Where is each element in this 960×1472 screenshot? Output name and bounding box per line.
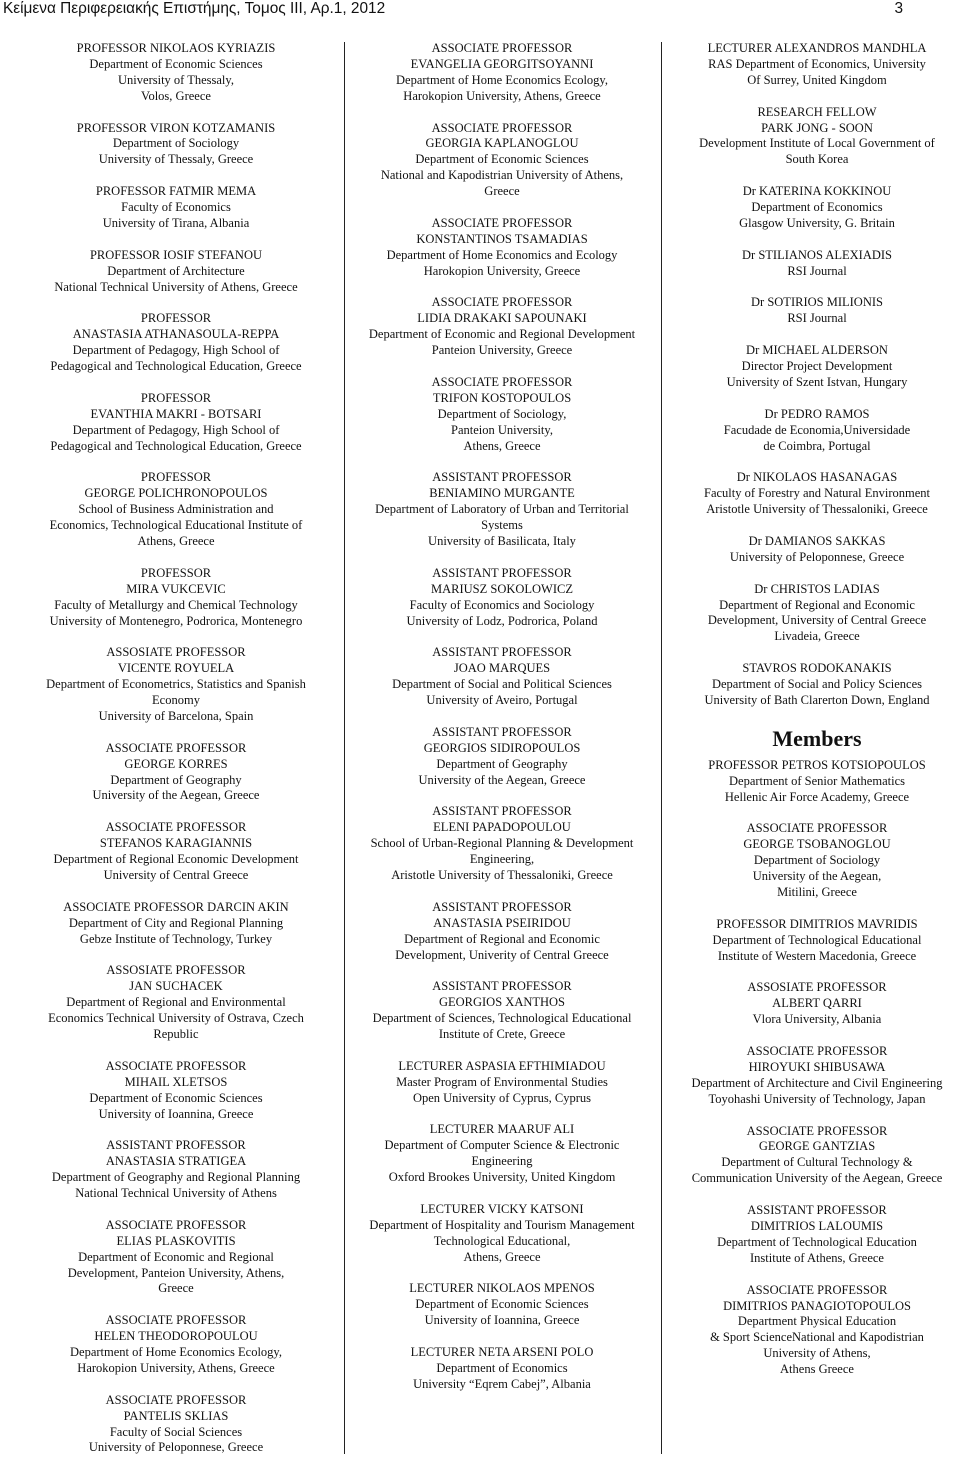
board-member-entry — [672, 295, 960, 327]
board-member-entry — [352, 804, 652, 884]
member-title-line: ASSOCIATE PROFESSOR — [105, 1392, 247, 1407]
member-detail-line: University of Thessaly, — [118, 72, 234, 87]
member-title-line: LECTURER ASPASIA EFTHIMIADOU — [398, 1058, 606, 1073]
member-detail-line: National Technical University of Athens, Greece — [54, 279, 298, 294]
member-detail-line: Department of Economic Sciences — [415, 1297, 589, 1312]
member-detail-line: ELIAS PLASKOVITIS — [116, 1233, 236, 1248]
member-title-line: PROFESSOR — [140, 470, 212, 485]
member-detail-line: MARIUSZ SOKOLOWICZ — [430, 581, 573, 596]
member-detail-line: University of Ioannina, Greece — [424, 1313, 580, 1328]
member-detail-line: Oxford Brookes University, United Kingdom — [388, 1170, 616, 1185]
member-detail-line: Toyohashi University of Technology, Japan — [708, 1091, 926, 1106]
member-detail-line: STEFANOS KARAGIANNIS — [99, 836, 253, 851]
member-detail-line: HELEN THEODOROPOULOU — [94, 1329, 258, 1344]
member-detail-line: DIMITRIOS LALOUMIS — [750, 1218, 884, 1233]
member-detail-line: PARK JONG - SOON — [761, 120, 873, 135]
board-member-entry — [352, 979, 652, 1043]
board-member-entry — [352, 1345, 652, 1393]
member-detail-line: Department of Economic and Regional — [78, 1249, 274, 1264]
member-title-line: ASSISTANT PROFESSOR — [432, 899, 572, 914]
member-detail-line: Engineering — [471, 1154, 533, 1169]
member-detail-line: Department of Economic Sciences — [89, 56, 263, 71]
member-title-line: ASSISTANT PROFESSOR — [432, 724, 572, 739]
board-member-entry — [672, 1203, 960, 1267]
member-detail-line: Department of Architecture and Civil Engineering — [691, 1075, 943, 1090]
member-detail-line: Glasgow University, G. Britain — [739, 215, 895, 230]
member-detail-line: Department of Regional Economic Development — [53, 852, 299, 867]
member-detail-line: Faculty of Social Sciences — [109, 1424, 243, 1439]
member-detail-line: RSI Journal — [787, 311, 847, 326]
member-detail-line: Pedagogical and Technological Education, Greece — [50, 438, 302, 453]
member-title-line: Dr DAMIANOS SAKKAS — [748, 533, 886, 548]
member-detail-line: School of Business Administration and — [78, 502, 274, 517]
member-detail-line: Mitilini, Greece — [777, 885, 857, 900]
member-detail-line: LIDIA DRAKAKI SAPOUNAKI — [417, 311, 587, 326]
member-detail-line: University of Athens, — [763, 1346, 871, 1361]
member-detail-line: University “Eqrem Cabej”, Albania — [413, 1376, 591, 1391]
member-detail-line: GEORGE KORRES — [124, 756, 228, 771]
member-title-line: ASSOSIATE PROFESSOR — [106, 963, 246, 978]
member-detail-line: JAN SUCHACEK — [129, 979, 223, 994]
board-member-entry — [352, 900, 652, 964]
member-detail-line: Open University of Cyprus, Cyprus — [412, 1090, 592, 1105]
board-member-entry — [672, 821, 960, 901]
member-detail-line: Department of Pedagogy, High School of — [72, 343, 280, 358]
member-title-line: ASSISTANT PROFESSOR — [432, 470, 572, 485]
member-detail-line: Master Program of Environmental Studies — [396, 1074, 608, 1089]
member-detail-line: Republic — [153, 1027, 199, 1041]
member-title-line: ASSISTANT PROFESSOR — [432, 645, 572, 660]
member-detail-line: Institute of Crete, Greece — [438, 1027, 566, 1042]
member-detail-line: GEORGE TSOBANOGLOU — [743, 837, 891, 852]
column-3 — [672, 41, 960, 1394]
member-title-line: ASSOSIATE PROFESSOR — [106, 645, 246, 660]
member-detail-line: Economics Technical University of Ostrava, Czech — [48, 1011, 304, 1026]
member-detail-line: University of Central Greece — [103, 867, 249, 882]
member-detail-line: ANASTASIA ATHANASOULA-REPPA — [72, 327, 280, 342]
member-detail-line: Department of Sociology — [753, 853, 881, 868]
member-title-line: PROFESSOR IOSIF STEFANOU — [89, 247, 263, 262]
member-detail-line: Of Surrey, United Kingdom — [747, 72, 887, 87]
member-detail-line: RSI Journal — [787, 263, 847, 278]
members-list — [672, 758, 960, 1378]
member-detail-line: Department of Regional and Economic — [719, 597, 915, 612]
board-member-entry — [672, 980, 960, 1028]
column-divider-left — [344, 42, 345, 1454]
member-detail-line: Department of Economic Sciences — [415, 152, 589, 167]
member-title-line: PROFESSOR PETROS KOTSIOPOULOS — [708, 757, 926, 772]
column-1 — [18, 41, 334, 1472]
member-title-line: ASSOCIATE PROFESSOR — [746, 1123, 888, 1138]
member-detail-line: Department of Technological Educational — [712, 932, 922, 947]
board-member-entry — [352, 566, 652, 630]
column-divider-right — [661, 42, 662, 1454]
member-detail-line: Economics, Technological Educational Institute of — [49, 518, 303, 533]
member-title-line: ASSOCIATE PROFESSOR — [746, 1044, 888, 1059]
member-detail-line: National Technical University of Athens — [75, 1186, 277, 1201]
member-detail-line: University of Lodz, Podrorica, Poland — [406, 613, 598, 628]
member-detail-line: Department of Geography — [436, 756, 568, 771]
member-detail-line: Aristotle University of Thessaloniki, Greece — [706, 502, 928, 517]
member-detail-line: Faculty of Metallurgy and Chemical Technology — [54, 597, 298, 612]
member-detail-line: Athens Greece — [780, 1362, 854, 1377]
member-detail-line: Department of Technological Education — [717, 1234, 917, 1249]
member-title-line: PROFESSOR — [140, 565, 212, 580]
member-detail-line: Department of Geography — [110, 772, 242, 787]
member-title-line: ASSISTANT PROFESSOR — [106, 1138, 246, 1153]
board-member-entry — [18, 184, 334, 232]
page-header — [0, 0, 960, 20]
member-title-line: ASSISTANT PROFESSOR — [747, 1203, 887, 1218]
board-member-entry — [672, 582, 960, 646]
column-3-entries — [672, 41, 960, 709]
board-member-entry — [18, 741, 334, 805]
board-member-entry — [352, 645, 652, 709]
member-title-line: PROFESSOR — [140, 311, 212, 326]
member-detail-line: GEORGIOS SIDIROPOULOS — [423, 740, 581, 755]
member-title-line: ASSOCIATE PROFESSOR — [746, 1282, 888, 1297]
member-title-line: ASSISTANT PROFESSOR — [432, 979, 572, 994]
member-detail-line: Engineering, — [469, 852, 535, 867]
member-detail-line: Faculty of Economics and Sociology — [409, 597, 595, 612]
board-member-entry — [18, 470, 334, 550]
member-detail-line: DIMITRIOS PANAGIOTOPOULOS — [723, 1298, 911, 1313]
member-detail-line: ELENI PAPADOPOULOU — [433, 820, 571, 835]
member-detail-line: University of Peloponnese, Greece — [729, 549, 905, 564]
board-member-entry — [672, 470, 960, 518]
member-detail-line: Department of Regional and Environmental — [66, 995, 286, 1010]
member-title-line: LECTURER NETA ARSENI POLO — [410, 1345, 594, 1360]
member-detail-line: Department of Economics — [436, 1360, 568, 1375]
board-member-entry — [18, 963, 334, 1043]
member-detail-line: National and Kapodistrian University of Athens, — [380, 168, 624, 183]
member-detail-line: Greece — [158, 1281, 194, 1296]
member-detail-line: HIROYUKI SHIBUSAWA — [748, 1059, 886, 1074]
member-detail-line: Development, Panteion University, Athens, — [67, 1265, 285, 1280]
board-member-entry — [672, 1044, 960, 1108]
board-member-entry — [18, 311, 334, 375]
member-detail-line: University of the Aegean, Greece — [92, 788, 260, 803]
board-member-entry — [18, 1393, 334, 1457]
board-member-entry — [352, 1202, 652, 1266]
member-detail-line: JOAO MARQUES — [453, 661, 551, 676]
member-title-line: ASSOCIATE PROFESSOR — [431, 120, 573, 135]
member-detail-line: Faculty of Economics — [121, 200, 231, 215]
member-title-line: ASSOCIATE PROFESSOR — [431, 374, 573, 389]
member-detail-line: Development, University of Central Greece — [707, 613, 927, 628]
member-detail-line: EVANTHIA MAKRI - BOTSARI — [90, 406, 262, 421]
board-member-entry — [18, 1313, 334, 1377]
member-detail-line: Department of Architecture — [107, 263, 245, 278]
member-title-line: Dr CHRISTOS LADIAS — [754, 581, 880, 596]
member-detail-line: Harokopion University, Athens, Greece — [77, 1360, 275, 1375]
board-member-entry — [352, 725, 652, 789]
member-title-line: ASSISTANT PROFESSOR — [432, 565, 572, 580]
member-detail-line: VICENTE ROYUELA — [117, 661, 235, 676]
member-detail-line: Department of Hospitality and Tourism Management — [369, 1217, 635, 1232]
member-detail-line: Department of Economic Sciences — [89, 1090, 263, 1105]
member-title-line: LECTURER VICKY KATSONI — [420, 1201, 584, 1216]
member-detail-line: University of Szent Istvan, Hungary — [726, 374, 908, 389]
member-detail-line: Department of Social and Policy Sciences — [711, 677, 922, 692]
board-member-entry — [18, 121, 334, 169]
member-detail-line: GEORGE GANTZIAS — [758, 1139, 876, 1154]
members-heading: Members — [772, 725, 862, 751]
member-title-line: Dr PEDRO RAMOS — [764, 406, 870, 421]
member-detail-line: Volos, Greece — [141, 88, 211, 103]
board-member-entry — [672, 407, 960, 455]
board-member-entry — [672, 1283, 960, 1378]
member-title-line: ASSOCIATE PROFESSOR — [105, 820, 247, 835]
member-title-line: ASSOCIATE PROFESSOR DARCIN AKIN — [63, 899, 289, 914]
board-member-entry — [18, 900, 334, 948]
member-title-line: PROFESSOR DIMITRIOS MAVRIDIS — [716, 916, 918, 931]
board-member-entry — [672, 758, 960, 806]
member-detail-line: ALBERT QARRI — [772, 996, 862, 1011]
member-title-line: ASSOCIATE PROFESSOR — [105, 1058, 247, 1073]
member-detail-line: Harokopion University, Greece — [423, 263, 581, 278]
member-detail-line: MIRA VUKCEVIC — [126, 581, 226, 596]
member-title-line: ASSOCIATE PROFESSOR — [431, 41, 573, 55]
member-detail-line: University of the Aegean, — [752, 869, 882, 884]
board-member-entry — [352, 1281, 652, 1329]
board-member-entry — [18, 248, 334, 296]
member-detail-line: BENIAMINO MURGANTE — [429, 486, 575, 501]
member-detail-line: EVANGELIA GEORGITSOYANNI — [410, 56, 594, 71]
board-member-entry — [672, 917, 960, 965]
member-detail-line: University of Peloponnese, Greece — [88, 1440, 264, 1455]
member-detail-line: Department of Home Economics and Ecology — [386, 247, 618, 262]
member-detail-line: & Sport ScienceNational and Kapodistrian — [710, 1330, 924, 1345]
member-detail-line: ANASTASIA STRATIGEA — [105, 1154, 247, 1169]
member-detail-line: Department of Sociology — [112, 136, 240, 151]
board-member-entry — [18, 41, 334, 105]
board-member-entry — [352, 470, 652, 550]
member-detail-line: RAS Department of Economics, University — [708, 56, 926, 71]
member-title-line: Dr NIKOLAOS HASANAGAS — [736, 470, 898, 485]
member-title-line: PROFESSOR FATMIR MEMA — [95, 184, 257, 199]
member-detail-line: School of Urban-Regional Planning & Development — [370, 836, 634, 851]
board-member-entry — [18, 566, 334, 630]
member-title-line: ASSOCIATE PROFESSOR — [105, 1217, 247, 1232]
member-detail-line: Facudade de Economia,Universidade — [723, 422, 911, 437]
member-detail-line: Aristotle University of Thessaloniki, Greece — [391, 867, 613, 882]
member-detail-line: Panteion University, — [451, 422, 553, 437]
member-detail-line: University of Aveiro, Portugal — [426, 693, 578, 708]
board-member-entry — [352, 375, 652, 455]
member-title-line: Dr MICHAEL ALDERSON — [746, 343, 888, 358]
member-detail-line: Department of Economics — [751, 200, 883, 215]
member-detail-line: Technological Educational, — [433, 1233, 571, 1248]
member-detail-line: University of Ioannina, Greece — [98, 1106, 254, 1121]
board-member-entry — [672, 41, 960, 89]
member-detail-line: Department of Computer Science & Electronic — [384, 1138, 620, 1153]
board-member-entry — [672, 661, 960, 709]
board-member-entry — [672, 184, 960, 232]
member-detail-line: Development, Univerity of Central Greece — [395, 947, 609, 962]
member-detail-line: Department of Sciences, Technological Educational — [372, 1011, 632, 1026]
member-detail-line: Department of Econometrics, Statistics and Spanish — [46, 677, 306, 692]
board-member-entry — [18, 820, 334, 884]
member-detail-line: Faculty of Forestry and Natural Environment — [704, 486, 930, 501]
member-detail-line: Hellenic Air Force Academy, Greece — [724, 789, 910, 804]
member-title-line: LECTURER MAARUF ALI — [429, 1122, 575, 1137]
member-detail-line: Panteion University, Greece — [431, 343, 573, 358]
member-detail-line: University of Tirana, Albania — [102, 215, 250, 230]
member-detail-line: University of Montenegro, Podrorica, Montenegro — [49, 613, 303, 628]
member-detail-line: GEORGIOS XANTHOS — [438, 995, 566, 1010]
member-detail-line: PANTELIS SKLIAS — [123, 1408, 229, 1423]
member-detail-line: Athens, Greece — [463, 438, 541, 453]
member-detail-line: Communication University of the Aegean, Greece — [691, 1171, 943, 1186]
board-member-entry — [672, 248, 960, 280]
member-title-line: Dr KATERINA KOKKINOU — [742, 184, 892, 199]
member-detail-line: Department of Pedagogy, High School of — [72, 422, 280, 437]
member-detail-line: Department of Economic and Regional Development — [368, 327, 636, 342]
board-member-entry — [18, 1218, 334, 1298]
journal-title: Κείμενα Περιφερειακής Επιστήμης, Τομος ΙΙΙ, Αρ.1, 2012 — [3, 0, 386, 17]
board-member-entry — [352, 295, 652, 359]
board-member-entry — [352, 216, 652, 280]
member-detail-line: Economy — [152, 693, 200, 708]
member-detail-line: MIHAIL XLETSOS — [124, 1074, 228, 1089]
member-detail-line: Director Project Development — [741, 359, 893, 374]
member-detail-line: Department of City and Regional Planning — [68, 915, 284, 930]
member-title-line: RESEARCH FELLOW — [757, 104, 877, 119]
member-detail-line: Systems — [481, 518, 523, 533]
member-title-line: STAVROS RODOKANAKIS — [742, 661, 892, 676]
member-detail-line: Livadeia, Greece — [774, 629, 860, 644]
member-detail-line: GEORGIA KAPLANOGLOU — [425, 136, 579, 151]
member-detail-line: Gebze Institute of Technology, Turkey — [79, 931, 273, 946]
member-detail-line: University of the Aegean, Greece — [418, 772, 586, 787]
member-detail-line: University of Barcelona, Spain — [98, 708, 254, 723]
member-detail-line: Department of Regional and Economic — [404, 931, 600, 946]
member-detail-line: de Coimbra, Portugal — [763, 438, 871, 453]
member-detail-line: Department of Home Economics Ecology, — [70, 1345, 282, 1360]
member-detail-line: Athens, Greece — [137, 534, 215, 548]
member-detail-line: Development Institute of Local Government of — [699, 136, 935, 151]
member-detail-line: Vlora University, Albania — [752, 1012, 882, 1027]
board-member-entry — [672, 343, 960, 391]
page-number: 3 — [894, 0, 903, 17]
member-title-line: Dr STILIANOS ALEXIADIS — [742, 247, 892, 262]
member-title-line: PROFESSOR — [140, 390, 212, 405]
member-detail-line: Department of Home Economics Ecology, — [396, 72, 608, 87]
member-detail-line: University of Thessaly, Greece — [98, 152, 254, 167]
member-detail-line: Department of Laboratory of Urban and Territorial — [375, 502, 629, 517]
member-detail-line: University of Bath Clarerton Down, England — [704, 693, 930, 707]
member-title-line: Dr SOTIRIOS MILIONIS — [751, 295, 883, 310]
member-title-line: ASSOSIATE PROFESSOR — [747, 980, 887, 995]
member-detail-line: Pedagogical and Technological Education, Greece — [50, 359, 302, 374]
member-detail-line: Department of Cultural Technology & — [721, 1155, 913, 1170]
board-member-entry — [672, 534, 960, 566]
member-title-line: ASSOCIATE PROFESSOR — [431, 295, 573, 310]
member-detail-line: TRIFON KOSTOPOULOS — [432, 390, 572, 405]
member-title-line: PROFESSOR VIRON KOTZAMANIS — [76, 120, 276, 135]
member-title-line: LECTURER NIKOLAOS MPENOS — [409, 1281, 595, 1296]
board-member-entry — [18, 1138, 334, 1202]
member-detail-line: Institute of Western Macedonia, Greece — [717, 948, 917, 963]
board-member-entry — [352, 121, 652, 201]
member-detail-line: Department of Sociology, — [437, 406, 567, 421]
board-member-entry — [352, 1122, 652, 1186]
member-title-line: PROFESSOR NIKOLAOS KYRIAZIS — [76, 41, 276, 55]
board-member-entry — [18, 391, 334, 455]
member-title-line: ASSOCIATE PROFESSOR — [105, 740, 247, 755]
board-member-entry — [352, 41, 652, 105]
member-title-line: ASSISTANT PROFESSOR — [432, 804, 572, 819]
member-detail-line: University of Basilicata, Italy — [428, 534, 576, 549]
board-member-entry — [352, 1059, 652, 1107]
member-detail-line: GEORGE POLICHRONOPOULOS — [84, 486, 268, 501]
member-detail-line: Institute of Athens, Greece — [750, 1250, 884, 1265]
board-member-entry — [672, 1124, 960, 1188]
member-title-line: ASSOCIATE PROFESSOR — [431, 215, 573, 230]
column-2 — [352, 41, 652, 1409]
member-detail-line: Greece — [484, 184, 520, 199]
member-detail-line: ANASTASIA PSEIRIDOU — [433, 915, 571, 930]
member-title-line: LECTURER ALEXANDROS MANDHLA — [707, 41, 927, 55]
member-detail-line: South Korea — [785, 152, 849, 167]
board-member-entry — [18, 645, 334, 725]
board-member-entry — [18, 1059, 334, 1123]
member-title-line: ASSOCIATE PROFESSOR — [746, 821, 888, 836]
member-detail-line: Department of Social and Political Sciences — [392, 677, 612, 692]
member-detail-line: Department Physical Education — [737, 1314, 897, 1329]
member-detail-line: Harokopion University, Athens, Greece — [403, 88, 601, 103]
member-detail-line: Department of Senior Mathematics — [729, 773, 905, 788]
member-detail-line: KONSTANTINOS TSAMADIAS — [416, 231, 588, 246]
member-title-line: ASSOCIATE PROFESSOR — [105, 1313, 247, 1328]
member-detail-line: Athens, Greece — [463, 1249, 541, 1264]
member-detail-line: Department of Geography and Regional Planning — [51, 1170, 301, 1185]
board-member-entry — [672, 105, 960, 169]
